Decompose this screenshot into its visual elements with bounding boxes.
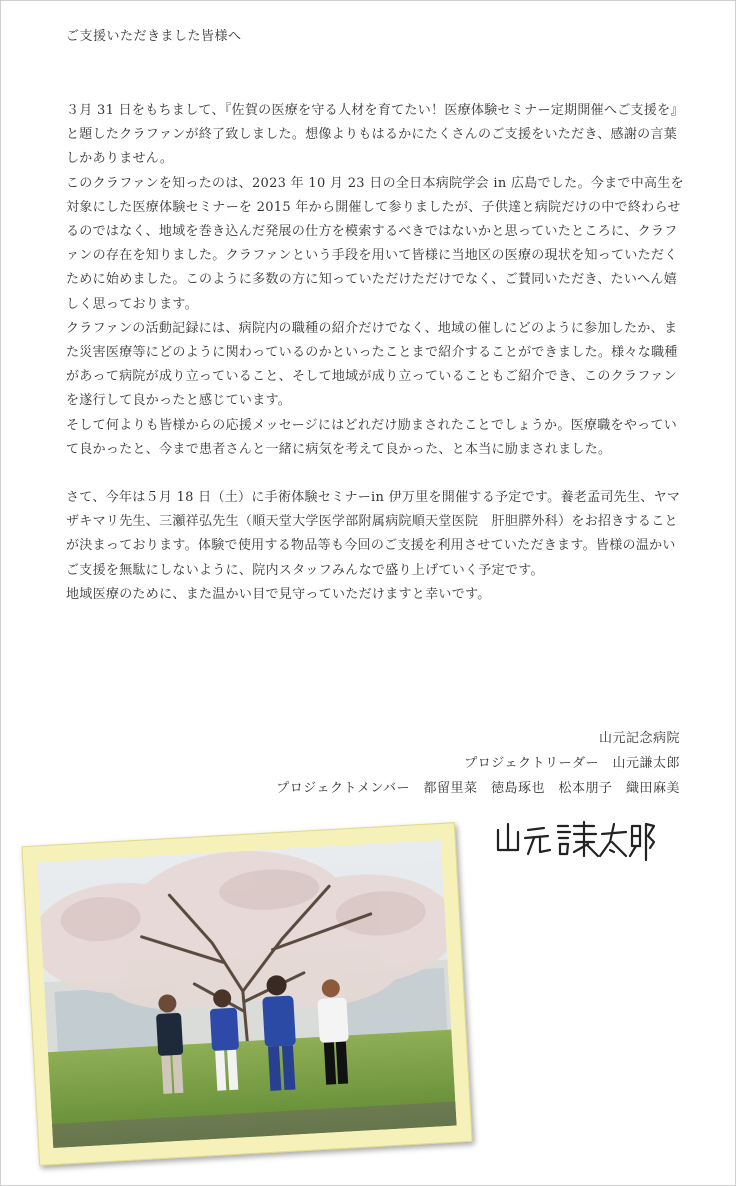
letter-body: [66, 99, 686, 607]
photo-frame: [21, 822, 472, 1166]
paragraph-4: そして何よりも皆様からの応援メッセージにはどれだけ励まされたことでしょうか。医療職をやっていて良かったと、今まで患者さんと一緒に病気を考えて良かった、と本当に励まされました。: [66, 417, 678, 457]
hospital-name: 山元記念病院: [598, 731, 680, 746]
handwritten-signature-image: [488, 816, 658, 864]
paragraph-2: このクラファンを知ったのは、2023 年 10 月 23 日の全日本病院学会 in 広島でした。今まで中高生を対象にした医療体験セミナーを 2015 年から開催して参りましたが、子供達と病院だけの中で終わらせるのではなく、地域を巻き込んだ発展の仕方を模索するべきではないかと思っていたところに、クラファンの存在を知りました。クラファンという手段を用いて皆様に当地区の医療の現状を知っていただくために始めました。このように多数の方に知っていただけただけでなく、ご賛同いただき、たいへん嬉しく思っております。: [66, 175, 684, 312]
group-photo-image: [37, 840, 456, 1148]
paragraph-5: さて、今年は５月 18 日（土）に手術体験セミナーin 伊万里を開催する予定です。養老孟司先生、ヤマザキマリ先生、三瀬祥弘先生（順天堂大学医学部附属病院順天堂医院 肝胆膵外科）をお招きすることが決まっております。体験で使用する物品等も今回のご支援を利用させていただきます。皆様の温かいご支援を無駄にしないように、院内スタッフみんなで盛り上げていく予定です。: [66, 490, 681, 578]
paragraph-spacer: [66, 462, 686, 486]
project-members: プロジェクトメンバー 都留里菜 徳島琢也 松本朋子 織田麻美: [276, 781, 680, 796]
paragraph-3: クラファンの活動記録には、病院内の職種の紹介だけでなく、地域の催しにどのように参加したか、また災害医療等にどのように関わっているのかといったことまで紹介することができました。様々な職種があって病院が成り立っていること、そして地域が成り立っていることもご紹介でき、このクラファンを遂行して良かったと感じています。: [66, 320, 678, 409]
paragraph-1: ３月 31 日をもちまして、『佐賀の医療を守る人材を育てたい！医療体験セミナー定期開催へご支援を』と題したクラファンが終了致しました。想像よりもはるかにたくさんのご支援をいただき、感謝の言葉しかありません。: [66, 103, 684, 167]
greeting: ご支援いただきました皆様へ: [66, 29, 242, 44]
project-leader: プロジェクトリーダー 山元謙太郎: [464, 756, 680, 771]
paragraph-6: 地域医療のために、また温かい目で見守っていただけますと幸いです。: [66, 586, 491, 602]
signature-block: [276, 726, 680, 801]
